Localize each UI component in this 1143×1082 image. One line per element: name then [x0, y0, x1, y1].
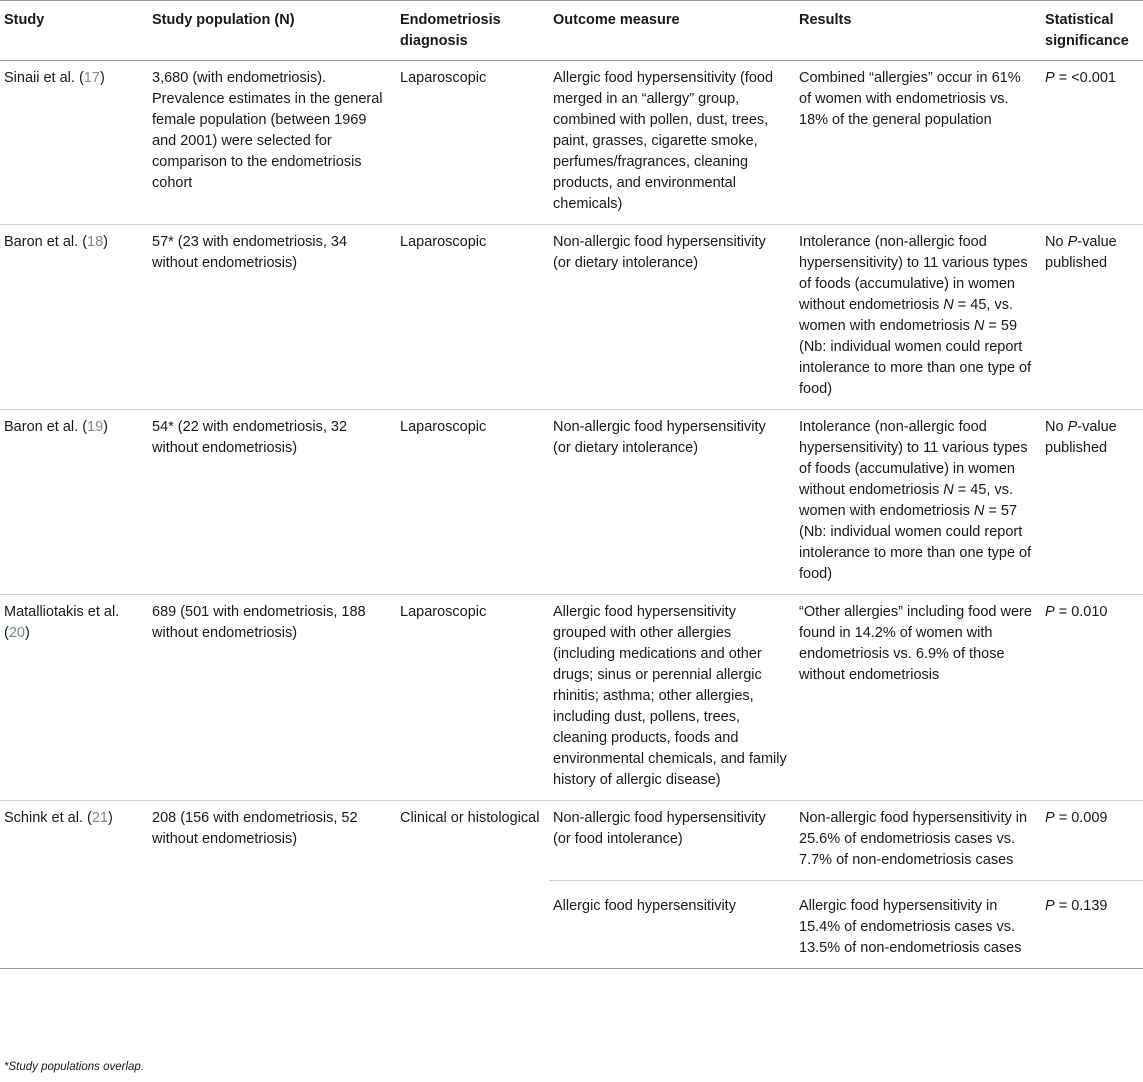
diagnosis-cell: [396, 881, 549, 969]
significance-cell: No P-value published: [1041, 410, 1143, 595]
table-row: [0, 225, 1143, 410]
table-row: [0, 595, 1143, 801]
population-cell: 54* (22 with endometriosis, 32 without endometriosis): [148, 410, 396, 595]
significance-cell: P = <0.001: [1041, 61, 1143, 225]
outcome-cell: Allergic food hypersensitivity (food merged in an “allergy” group, combined with pollen, dust, trees, paint, grasses, cigarette smoke, perfumes/fragrances, cleaning products, and environmental chemicals): [549, 61, 795, 225]
results-cell: Intolerance (non-allergic food hypersensitivity) to 11 various types of foods (accumulative) in women without endometriosis N = 45, vs. women with endometriosis N = 59 (Nb: individual women could report intolerance to more than one type of food): [795, 225, 1041, 410]
population-cell: [148, 881, 396, 969]
study-name: Baron et al.: [4, 419, 79, 435]
header-study-population: Study population (N): [148, 1, 396, 61]
diagnosis-cell: Laparoscopic: [396, 225, 549, 410]
reference-link[interactable]: 18: [87, 234, 104, 250]
diagnosis-cell: Clinical or histological: [400, 810, 540, 826]
significance-cell: No P-value published: [1041, 225, 1143, 410]
diagnosis-cell: Laparoscopic: [396, 61, 549, 225]
reference-link[interactable]: 19: [87, 419, 104, 435]
header-study: Study: [0, 1, 148, 61]
header-outcome-measure: Outcome measure: [549, 1, 795, 61]
diagnosis-cell: Laparoscopic: [396, 595, 549, 801]
reference-link[interactable]: 20: [8, 625, 25, 641]
study-name: Sinaii et al.: [4, 70, 75, 86]
diagnosis-cell: Laparoscopic: [396, 410, 549, 595]
study-name: Schink et al.: [4, 810, 83, 826]
population-cell: 689 (501 with endometriosis, 188 without endometriosis): [148, 595, 396, 801]
table-row: [0, 801, 1143, 881]
outcome-cell: Allergic food hypersensitivity: [549, 881, 795, 969]
study-name: Matalliotakis et al.: [4, 604, 120, 620]
outcome-cell: Non-allergic food hypersensitivity (or dietary intolerance): [549, 225, 795, 410]
table-row: [0, 881, 1143, 969]
reference-link[interactable]: 21: [91, 810, 108, 826]
table-row: [0, 61, 1143, 225]
outcome-cell: Non-allergic food hypersensitivity (or food intolerance): [549, 801, 795, 881]
study-cell: Baron et al. (19): [0, 410, 148, 595]
results-cell: Combined “allergies” occur in 61% of women with endometriosis vs. 18% of the general population: [795, 61, 1041, 225]
study-cell: [0, 881, 148, 969]
results-cell: Allergic food hypersensitivity in 15.4% of endometriosis cases vs. 13.5% of non-endometriosis cases: [795, 881, 1041, 969]
significance-cell: P = 0.139: [1041, 881, 1143, 969]
population-cell: 208 (156 with endometriosis, 52 without endometriosis): [152, 810, 358, 847]
table-header-row: [0, 1, 1143, 61]
population-cell: 57* (23 with endometriosis, 34 without endometriosis): [148, 225, 396, 410]
results-cell: Intolerance (non-allergic food hypersensitivity) to 11 various types of foods (accumulative) in women without endometriosis N = 45, vs. women with endometriosis N = 57 (Nb: individual women could report intolerance to more than one type of food): [795, 410, 1041, 595]
significance-cell: P = 0.010: [1041, 595, 1143, 801]
header-results: Results: [795, 1, 1041, 61]
reference-link[interactable]: 17: [83, 70, 100, 86]
outcome-cell: Non-allergic food hypersensitivity (or dietary intolerance): [549, 410, 795, 595]
table-row: [0, 410, 1143, 595]
population-cell: 3,680 (with endometriosis). Prevalence estimates in the general female population (between 1969 and 2001) were selected for comparison to the endometriosis cohort: [148, 61, 396, 225]
results-cell: “Other allergies” including food were found in 14.2% of women with endometriosis vs. 6.9% of those without endometriosis: [795, 595, 1041, 801]
table-footnote: *Study populations overlap.: [4, 1061, 145, 1073]
significance-cell: P = 0.009: [1041, 801, 1143, 881]
header-endometriosis-diagnosis: Endometriosis diagnosis: [396, 1, 549, 61]
study-name: Baron et al.: [4, 234, 79, 250]
header-statistical-significance: Statistical significance: [1041, 1, 1143, 61]
study-cell: Sinaii et al. (17): [0, 61, 148, 225]
study-cell: Matalliotakis et al. (20): [0, 595, 148, 801]
outcome-cell: Allergic food hypersensitivity grouped with other allergies (including medications and other drugs; sinus or perennial allergic rhinitis; asthma; other allergies, including dust, pollens, trees, cleaning products, foods and environmental chemicals, and family history of allergic disease): [549, 595, 795, 801]
study-cell: Schink et al. (21): [4, 810, 113, 826]
results-cell: Non-allergic food hypersensitivity in 25.6% of endometriosis cases vs. 7.7% of non-endometriosis cases: [795, 801, 1041, 881]
study-cell: Baron et al. (18): [0, 225, 148, 410]
